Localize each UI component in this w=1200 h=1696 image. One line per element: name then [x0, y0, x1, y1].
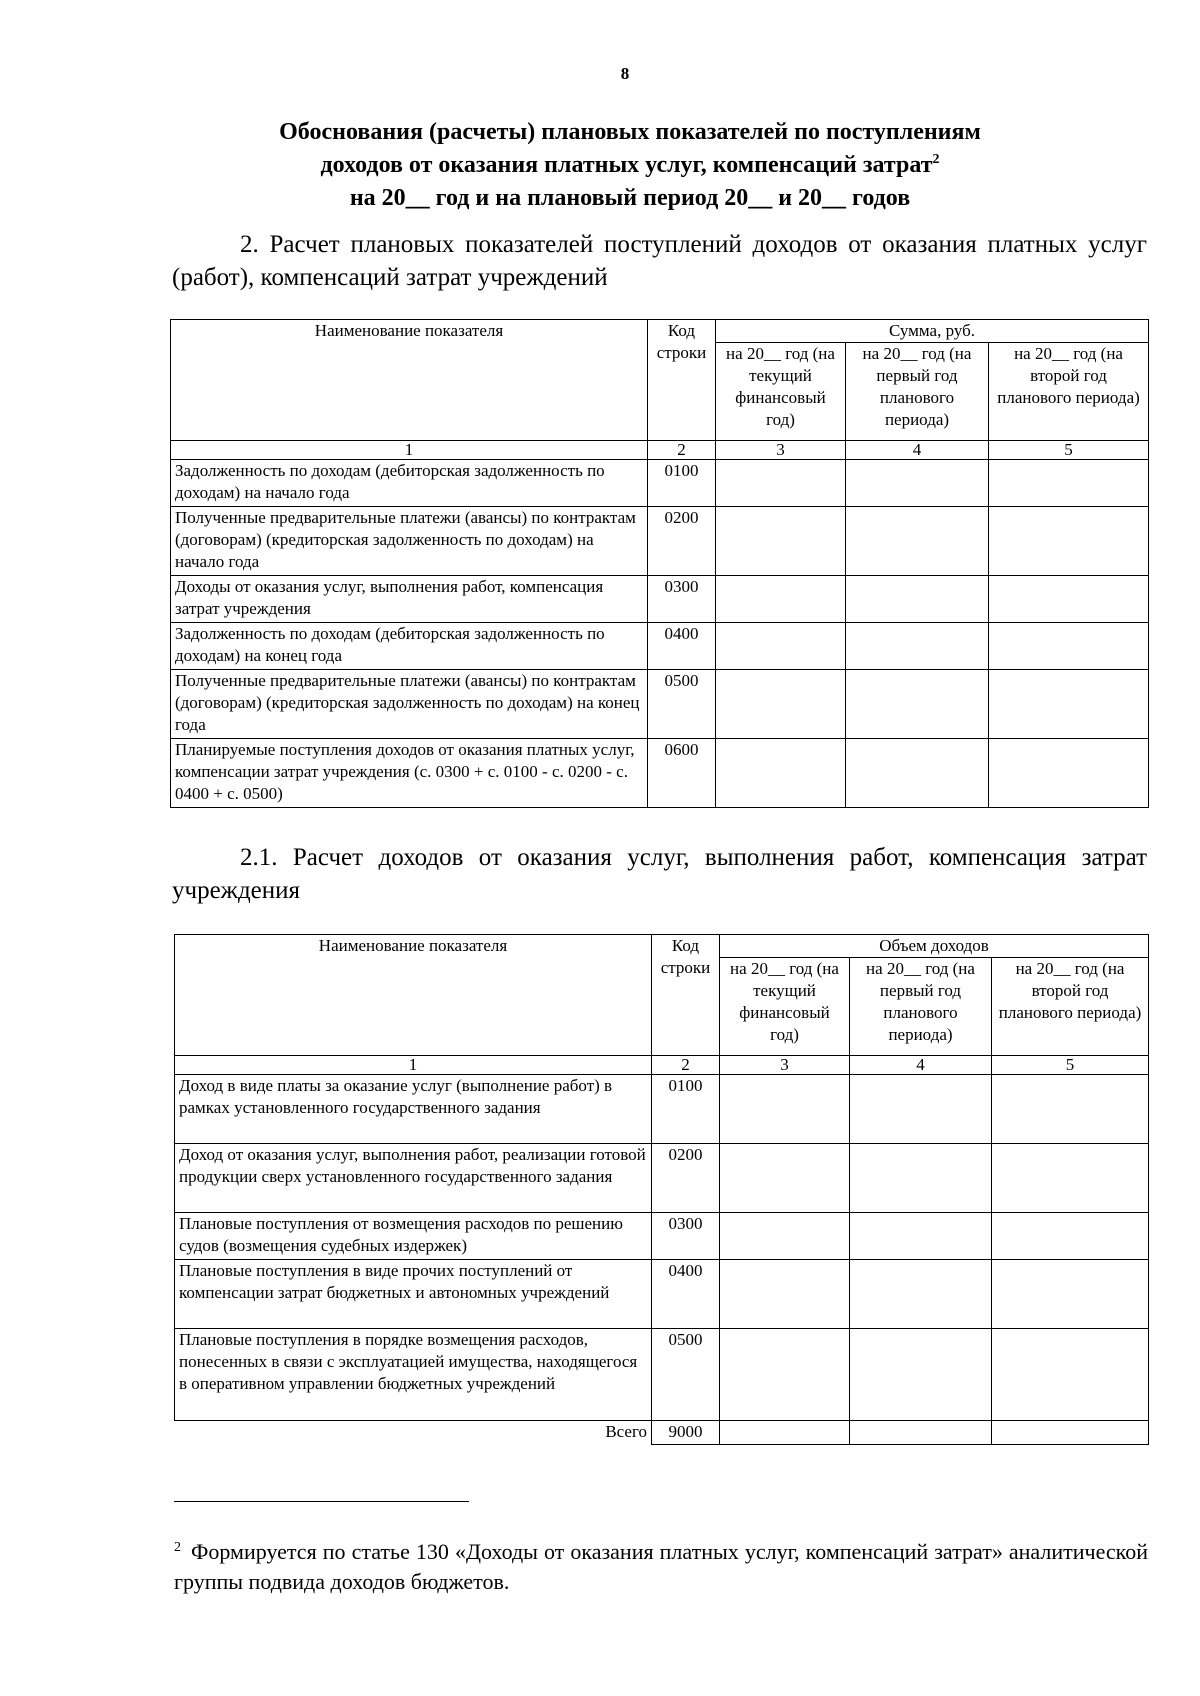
table-row [171, 576, 1149, 623]
header-col-3: на 20__ год (на текущий финансовый год) [720, 958, 850, 1056]
value-cell[interactable] [720, 1075, 850, 1144]
header-code: Код строки [652, 935, 720, 1056]
footnote-number: 2 [174, 1539, 181, 1555]
value-cell[interactable] [720, 1421, 850, 1445]
title-line-2 [180, 149, 1080, 182]
header-sum: Сумма, руб. [716, 320, 1149, 343]
row-code: 0400 [652, 1260, 720, 1329]
table-row [171, 739, 1149, 808]
value-cell[interactable] [992, 1075, 1149, 1144]
row-name: Полученные предварительные платежи (авансы) по контрактам (договорам) (кредиторская задолженность по доходам) на начало года [171, 507, 648, 576]
row-code: 0300 [648, 576, 716, 623]
table-row [171, 623, 1149, 670]
footnote-reference: 2 [932, 152, 940, 167]
value-cell[interactable] [992, 1144, 1149, 1213]
col-number: 5 [992, 1056, 1149, 1075]
footnote-divider [174, 1501, 469, 1502]
table-row [171, 670, 1149, 739]
value-cell[interactable] [846, 670, 989, 739]
value-cell[interactable] [992, 1260, 1149, 1329]
col-number: 4 [846, 441, 989, 460]
col-number: 2 [648, 441, 716, 460]
value-cell[interactable] [720, 1260, 850, 1329]
title-line-2-text: доходов от оказания платных услуг, компенсаций затрат [320, 152, 933, 178]
value-cell[interactable] [846, 507, 989, 576]
value-cell[interactable] [716, 507, 846, 576]
value-cell[interactable] [989, 507, 1149, 576]
row-name: Задолженность по доходам (дебиторская задолженность по доходам) на конец года [171, 623, 648, 670]
table-row [175, 1213, 1149, 1260]
value-cell[interactable] [846, 460, 989, 507]
col-number: 5 [989, 441, 1149, 460]
row-code: 0300 [652, 1213, 720, 1260]
header-col-5: на 20__ год (на второй год планового периода) [989, 343, 1149, 441]
row-code: 0600 [648, 739, 716, 808]
value-cell[interactable] [992, 1213, 1149, 1260]
col-number: 3 [716, 441, 846, 460]
page-number: 8 [620, 64, 630, 83]
header-col-4: на 20__ год (на первый год планового периода) [850, 958, 992, 1056]
col-number: 3 [720, 1056, 850, 1075]
row-code: 0200 [648, 507, 716, 576]
row-name: Планируемые поступления доходов от оказания платных услуг, компенсации затрат учреждения (с. 0300 + с. 0100 - с. 0200 - с. 0400 + с. 0500) [171, 739, 648, 808]
row-name: Плановые поступления в виде прочих поступлений от компенсации затрат бюджетных и автономных учреждений [175, 1260, 652, 1329]
header-income-volume: Объем доходов [720, 935, 1149, 958]
table-row [175, 1329, 1149, 1421]
total-row [175, 1421, 1149, 1445]
header-name: Наименование показателя [175, 935, 652, 1056]
col-number: 1 [171, 441, 648, 460]
value-cell[interactable] [850, 1075, 992, 1144]
value-cell[interactable] [716, 739, 846, 808]
row-code: 0100 [648, 460, 716, 507]
row-code: 0100 [652, 1075, 720, 1144]
title-line-1: Обоснования (расчеты) плановых показателей по поступлениям [279, 119, 981, 145]
value-cell[interactable] [989, 739, 1149, 808]
value-cell[interactable] [850, 1421, 992, 1445]
row-name: Доход в виде платы за оказание услуг (выполнение работ) в рамках установленного государственного задания [175, 1075, 652, 1144]
total-code: 9000 [652, 1421, 720, 1445]
value-cell[interactable] [989, 670, 1149, 739]
footnote-text: Формируется по статье 130 «Доходы от оказания платных услуг, компенсаций затрат» аналитической группы подвида доходов бюджетов. [174, 1539, 1148, 1594]
row-code: 0200 [652, 1144, 720, 1213]
header-name: Наименование показателя [171, 320, 648, 441]
value-cell[interactable] [850, 1260, 992, 1329]
row-code: 0400 [648, 623, 716, 670]
revenue-plan-table [170, 319, 1149, 808]
section-2-1-heading: 2.1. Расчет доходов от оказания услуг, выполнения работ, компенсация затрат учреждения [172, 844, 1147, 904]
header-col-3: на 20__ год (на текущий финансовый год) [716, 343, 846, 441]
col-number: 2 [652, 1056, 720, 1075]
row-code: 0500 [652, 1329, 720, 1421]
table-row [171, 460, 1149, 507]
row-name: Доходы от оказания услуг, выполнения работ, компенсация затрат учреждения [171, 576, 648, 623]
value-cell[interactable] [716, 623, 846, 670]
value-cell[interactable] [989, 460, 1149, 507]
value-cell[interactable] [992, 1421, 1149, 1445]
col-number: 1 [175, 1056, 652, 1075]
header-code: Код строки [648, 320, 716, 441]
col-number: 4 [850, 1056, 992, 1075]
row-name: Плановые поступления от возмещения расходов по решению судов (возмещения судебных издержек) [175, 1213, 652, 1260]
table-row [175, 1260, 1149, 1329]
section-2-heading: 2. Расчет плановых показателей поступлений доходов от оказания платных услуг (работ), компенсаций затрат учреждений [172, 231, 1147, 291]
value-cell[interactable] [850, 1329, 992, 1421]
value-cell[interactable] [716, 576, 846, 623]
row-code: 0500 [648, 670, 716, 739]
value-cell[interactable] [720, 1213, 850, 1260]
value-cell[interactable] [716, 460, 846, 507]
title-line-3: на 20__ год и на плановый период 20__ и 20__ годов [349, 185, 911, 211]
value-cell[interactable] [989, 576, 1149, 623]
value-cell[interactable] [846, 576, 989, 623]
value-cell[interactable] [846, 739, 989, 808]
table-row [175, 1144, 1149, 1213]
value-cell[interactable] [992, 1329, 1149, 1421]
footnote [174, 1537, 1148, 1597]
total-label: Всего [175, 1421, 652, 1445]
income-calc-table [174, 934, 1149, 1445]
value-cell[interactable] [720, 1144, 850, 1213]
value-cell[interactable] [716, 670, 846, 739]
header-col-4: на 20__ год (на первый год планового периода) [846, 343, 989, 441]
row-name: Полученные предварительные платежи (авансы) по контрактам (договорам) (кредиторская задолженность по доходам) на конец года [171, 670, 648, 739]
row-name: Задолженность по доходам (дебиторская задолженность по доходам) на начало года [171, 460, 648, 507]
table-row [171, 507, 1149, 576]
value-cell[interactable] [720, 1329, 850, 1421]
header-col-5: на 20__ год (на второй год планового периода) [992, 958, 1149, 1056]
document-title [180, 116, 1080, 215]
value-cell[interactable] [850, 1213, 992, 1260]
row-name: Доход от оказания услуг, выполнения работ, реализации готовой продукции сверх установленного государственного задания [175, 1144, 652, 1213]
value-cell[interactable] [850, 1144, 992, 1213]
value-cell[interactable] [846, 623, 989, 670]
value-cell[interactable] [989, 623, 1149, 670]
row-name: Плановые поступления в порядке возмещения расходов, понесенных в связи с эксплуатацией имущества, находящегося в оперативном управлении бюджетных учреждений [175, 1329, 652, 1421]
table-row [175, 1075, 1149, 1144]
